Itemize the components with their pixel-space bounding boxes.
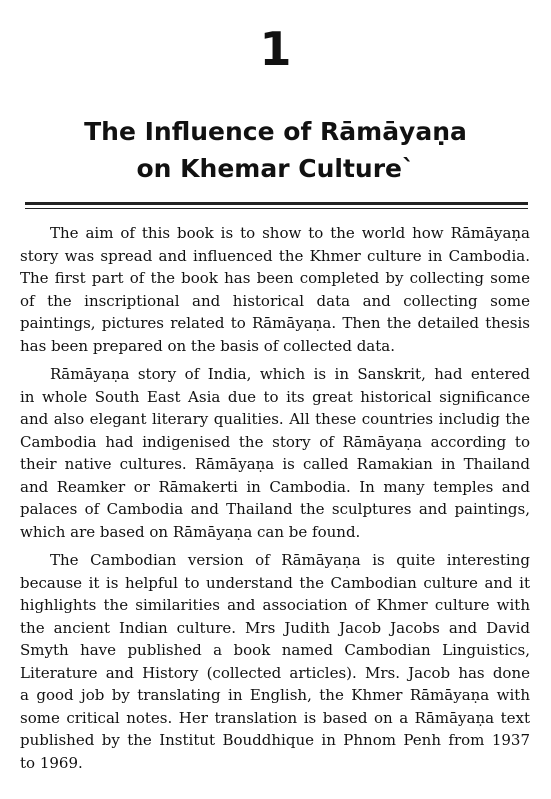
text-line: story was spread and influenced the Khmer culture in Cambodia. <box>20 246 530 265</box>
text-line: The aim of this book is to show to the world how Rāmāyaṇa <box>50 224 530 242</box>
paragraph <box>20 222 530 357</box>
title-divider-thick <box>25 202 528 205</box>
text-line: published by the Institut Bouddhique in Phnom Penh from 1937 <box>20 731 530 749</box>
text-line: palaces of Cambodia and Thailand the sculptures and paintings, <box>20 500 530 518</box>
chapter-title <box>40 113 511 187</box>
text-line: a good job by translating in English, the Khmer Rāmāyaṇa with <box>20 686 530 704</box>
chapter-title-line: on Khemar Culture` <box>136 154 415 183</box>
text-line: in whole South East Asia due to its great historical significance <box>20 387 530 406</box>
text-line: paintings, pictures related to Rāmāyaṇa. Then the detailed thesis <box>20 314 530 332</box>
text-line: Rāmāyaṇa story of India, which is in Sanskrit, had entered <box>50 365 530 383</box>
text-line: highlights the similarities and association of Khmer culture with <box>20 596 530 614</box>
text-line: Literature and History (collected articles). Mrs. Jacob has done <box>20 663 530 682</box>
title-divider-thin <box>25 208 528 209</box>
text-line: their native cultures. Rāmāyaṇa is called Ramakian in Thailand <box>20 455 530 473</box>
text-line: Smyth have published a book named Cambodian Linguistics, <box>20 641 530 659</box>
paragraph <box>20 549 530 774</box>
text-line: of the inscriptional and historical data and collecting some <box>20 291 530 310</box>
text-line: The Cambodian version of Rāmāyaṇa is quite interesting <box>50 551 530 569</box>
chapter-number: 1 <box>259 22 292 76</box>
paragraph <box>20 363 530 543</box>
chapter-body <box>20 222 530 780</box>
text-line: and Reamker or Rāmakerti in Cambodia. In many temples and <box>20 477 530 496</box>
text-line: the ancient Indian culture. Mrs Judith Jacob Jacobs and David <box>20 618 530 637</box>
text-line: to 1969. <box>20 753 83 772</box>
text-line: some critical notes. Her translation is based on a Rāmāyaṇa text <box>20 708 530 727</box>
text-line: which are based on Rāmāyaṇa can be found. <box>20 522 361 541</box>
text-line: The first part of the book has been completed by collecting some <box>20 269 530 287</box>
text-line: Cambodia had indigenised the story of Rāmāyaṇa according to <box>20 432 530 451</box>
text-line: and also elegant literary qualities. All these countries includig the <box>20 410 530 428</box>
text-line: has been prepared on the basis of collected data. <box>20 336 395 355</box>
text-line: because it is helpful to understand the Cambodian culture and it <box>20 573 530 592</box>
chapter-title-line: The Influence of Rāmāyaṇa <box>84 117 467 146</box>
